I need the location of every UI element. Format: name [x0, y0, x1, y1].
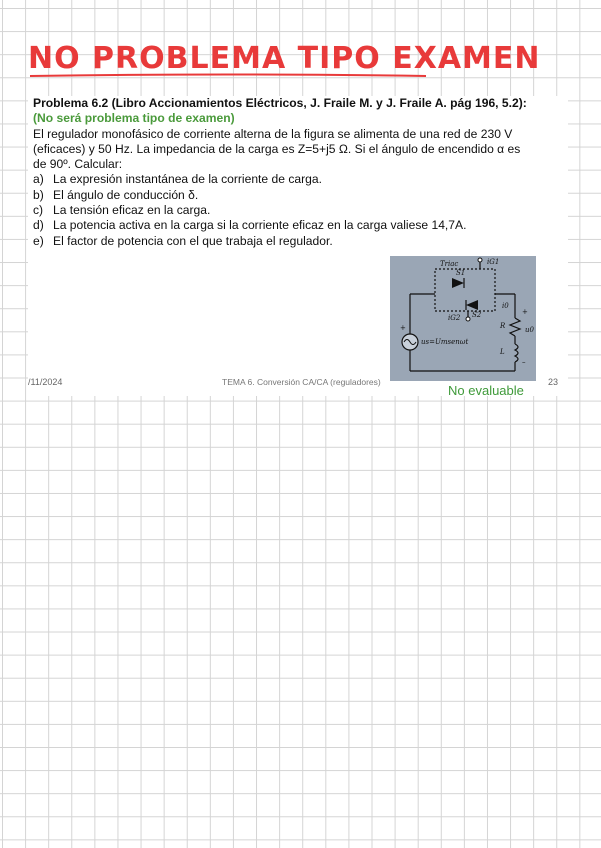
page-number: 23: [548, 377, 559, 387]
problem-statement-line: (eficaces) y 50 Hz. La impedancia de la carga es Z=5+j5 Ω. Si el ángulo de encendido α es: [33, 141, 521, 156]
uo-label: u0: [525, 326, 534, 334]
io-label: i0: [502, 302, 509, 310]
problem-statement-line: El regulador monofásico de corriente alterna de la figura se alimenta de una red de 230 V: [33, 126, 513, 141]
question-text: La tensión eficaz en la carga.: [53, 203, 211, 218]
question-label: e): [33, 233, 44, 248]
s2-label: S2: [472, 311, 482, 319]
problem-heading: Problema 6.2 (Libro Accionamientos Eléctricos, J. Fraile M. y J. Fraile A. pág 196, 5.2):: [33, 96, 527, 110]
question-item: [33, 234, 564, 249]
question-text: La expresión instantánea de la corriente de carga.: [53, 172, 322, 187]
slide-excerpt: [28, 96, 568, 396]
circuit-diagram: [390, 256, 536, 381]
footer-topic: TEMA 6. Conversión CA/CA (reguladores): [222, 377, 381, 387]
problem-statement-line: de 90º. Calcular:: [33, 157, 123, 172]
question-label: d): [33, 218, 44, 233]
question-text: El factor de potencia con el que trabaja el regulador.: [53, 233, 333, 248]
r-label: R: [500, 322, 506, 330]
source-label: us=Umsenωt: [421, 338, 469, 346]
triac-label: Triac: [440, 260, 459, 268]
problem-text: [33, 96, 564, 249]
question-item: [33, 203, 564, 218]
ig2-label: iG2: [448, 314, 461, 322]
problem-note: (No será problema tipo de examen): [33, 111, 235, 126]
question-item: [33, 218, 564, 233]
question-item: [33, 172, 564, 187]
question-label: b): [33, 187, 44, 202]
question-text: La potencia activa en la carga si la corriente eficaz en la carga valiese 14,7A.: [53, 218, 467, 233]
question-text: El ángulo de conducción δ.: [53, 187, 199, 202]
handwritten-title: [28, 36, 541, 80]
svg-text:NO PROBLEMA TIPO EXAMEN: NO PROBLEMA TIPO EXAMEN: [28, 41, 541, 76]
minus-sign: –: [522, 358, 526, 366]
question-item: [33, 188, 564, 203]
source-plus-sign: +: [400, 324, 406, 332]
question-label: a): [33, 172, 44, 187]
footer-date: /11/2024: [28, 377, 63, 387]
handwritten-note: No evaluable: [448, 383, 524, 398]
plus-sign: +: [522, 308, 528, 316]
s1-label: S1: [456, 269, 466, 277]
l-label: L: [500, 348, 505, 356]
question-label: c): [33, 203, 44, 218]
ig1-label: iG1: [487, 258, 500, 266]
